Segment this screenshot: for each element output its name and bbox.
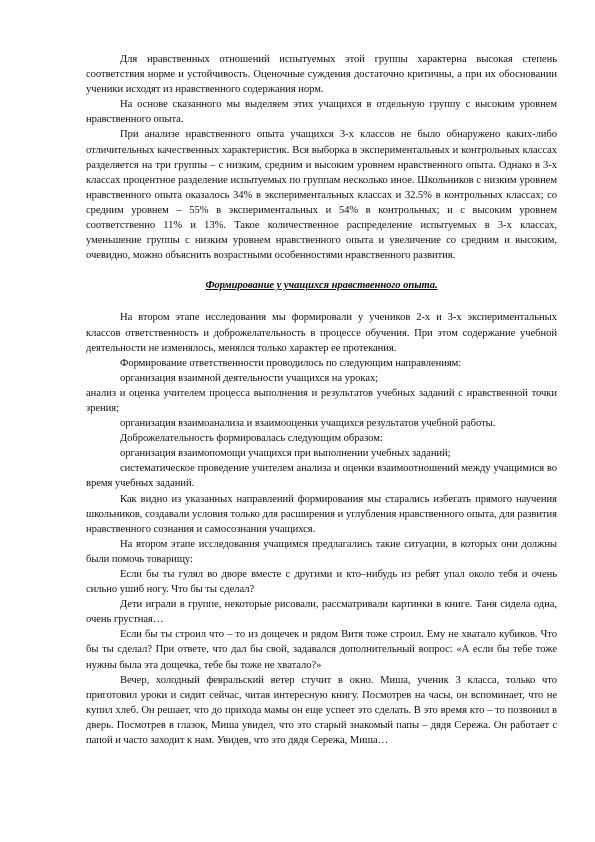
paragraph-8: На втором этапе исследования учащимся предлагались такие ситуации, в которых они должны были помочь товарищу: [86,538,557,565]
list-item-3: организация взаимоанализа и взаимооценки учащихся результатов учебной работы. [120,418,496,430]
list-item-5: систематическое проведение учителем анализа и оценки взаимоотношений между учащимися во время учебных заданий. [86,463,557,490]
situation-2: Дети играли в группе, некоторые рисовали, рассматривали картинки в книге. Таня сидела одна, очень грустная… [86,599,557,626]
paragraph-3: При анализе нравственного опыта учащихся 3-х классов не было обнаружено каких-либо отличительных качественных характеристик. Вся выборка в экспериментальных и контрольных классах разделяется на три группы – с низким, средним и высоким уровнем нравственного опыта. Однако в 3-х классах процентное разделение испытуемых по группам несколько иное. Школьников с низким уровнем нравственного опыта оказалось 34% в экспериментальных классах и 32.5% в контрольных классах; со средним уровнем – 55% в экспериментальных и 54% в контрольных; и с высоким уровнем соответственно 11% и 13%. Такое количественное распределение испытуемых в 3-х классах, уменьшение группы с низким уровнем нравственного опыта и увеличение со средним и высоким, очевидно, можно объяснить возрастными особенностями нравственного развития. [86,129,557,262]
situation-3: Если бы ты строил что – то из дощечек и рядом Витя тоже строил. Ему не хватало кубиков. Что бы ты сделал? При ответе, что дал бы свой, задавался дополнительный вопрос: «А если бы тебе тоже нужны была эта дощечка, тебе бы тоже не хватало?» [86,629,557,671]
section-heading: Формирование у учащихся нравственного опыта. [205,280,438,292]
situation-1: Если бы ты гулял во дворе вместе с другими и кто–нибудь из ребят упал около тебя и очень сильно ушиб ногу. Что бы ты сделал? [86,569,557,596]
situation-4: Вечер, холодный февральский ветер стучит в окно. Миша, ученик 3 класса, только что приготовил уроки и сидит сейчас, читая интересную книгу. Посмотрев на часы, он вспоминает, что не купил хлеб. Он решает, что до прихода мамы он еще успеет это сделать. В это время кто – то позвонил в дверь. Посмотрев в глазок, Миша увидел, что это старый знакомый папы – дядя Сережа. Он работает с папой и часто заходит к нам. Увидев, что это дядя Сережа, Миша… [86,674,557,747]
paragraph-4: На втором этапе исследования мы формировали у учеников 2-х и 3-х экспериментальных классов ответственность и доброжелательность в процессе обучения. При этом содержание учебной деятельности не изменялось, менялся только характер ее протекания. [86,312,557,354]
paragraph-1: Для нравственных отношений испытуемых этой группы характерна высокая степень соответствия норме и устойчивость. Оценочные суждения достаточно критичны, а при их обосновании ученики исходят из нравственного содержания норм. [86,54,557,96]
list-item-2: анализ и оценка учителем процесса выполнения и результатов учебных заданий с нравственной точки зрения; [86,387,557,414]
list-item-1: организация взаимной деятельности учащихся на уроках; [120,372,379,384]
paragraph-6: Доброжелательность формировалась следующим образом: [120,433,383,445]
paragraph-2: На основе сказанного мы выделяем этих учащихся в отдельную группу с высоким уровнем нравственного опыта. [86,99,557,126]
paragraph-5: Формирование ответственности проводилось по следующим направлениям: [120,357,462,369]
paragraph-7: Как видно из указанных направлений формирования мы старались избегать прямого научения школьников, создавали условия только для расширения и углубления нравственного опыта, для развития нравственного сознания и самосознания учащихся. [86,493,557,535]
document-content [86,52,557,748]
list-item-4: организация взаимопомощи учащихся при выполнении учебных заданий; [120,448,451,460]
